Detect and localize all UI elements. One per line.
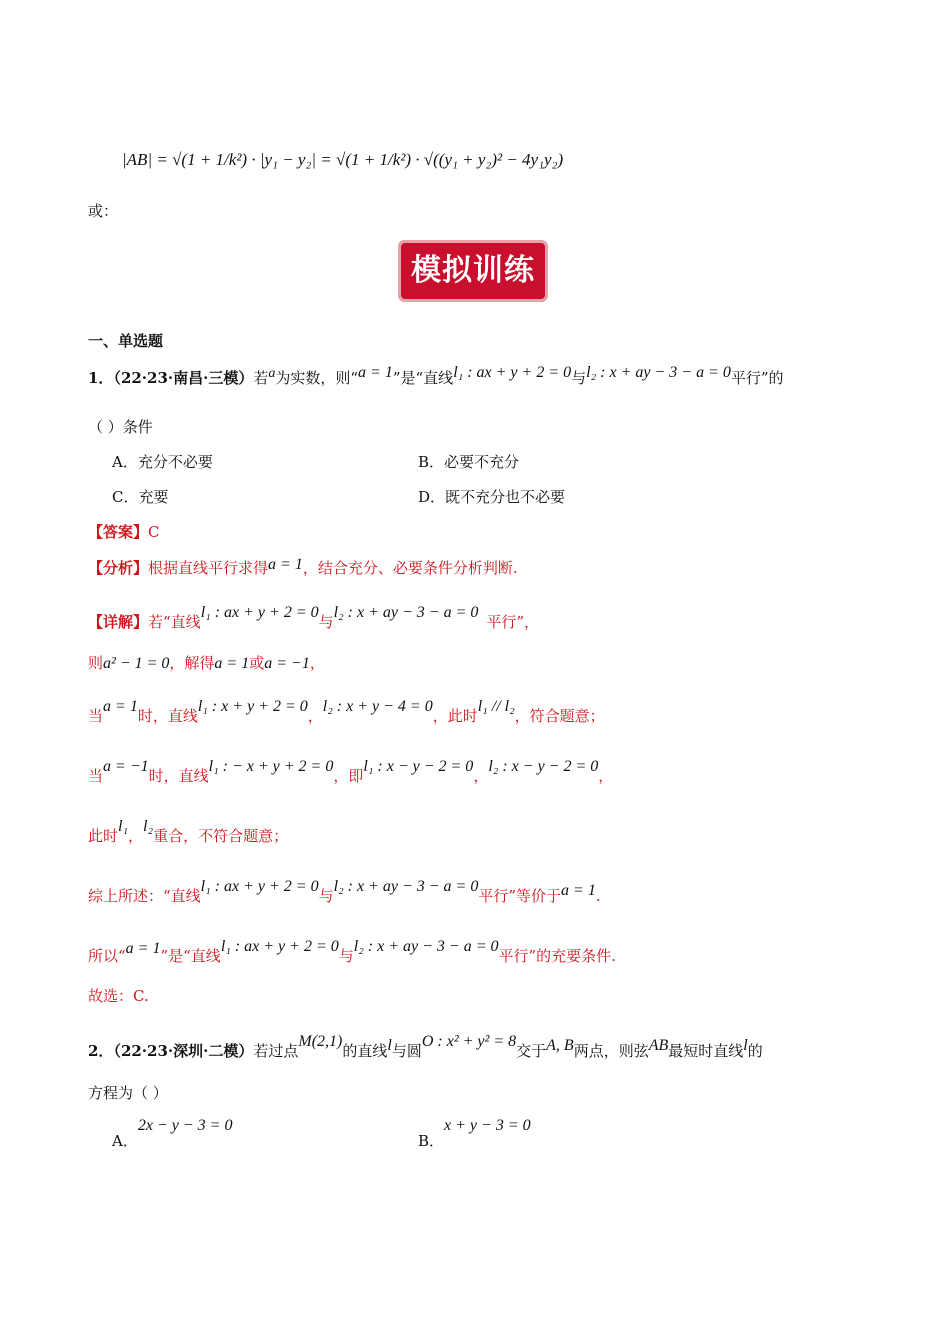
q1-stem-line1: [88, 364, 784, 388]
r6-a: 所以“: [88, 947, 126, 965]
formula-part1: = √(1 + 1/k²) · |y₁ − y₂|: [156, 150, 317, 169]
q1-stem-line2: （ ）条件: [88, 418, 153, 436]
r5-d: .: [595, 887, 601, 905]
r2-l1: l₁ : x + y + 2 = 0: [197, 698, 308, 715]
r4-l2: l₂: [143, 818, 154, 835]
analysis-label: 【分析】: [88, 559, 149, 577]
q2-text-b: 的直线: [342, 1042, 388, 1060]
detail-l1: l₁ : ax + y + 2 = 0: [200, 604, 319, 621]
q1-text-c: ”是“直线: [392, 369, 454, 387]
q1-detail-line5: [88, 818, 288, 846]
r5-c: 平行”等价于: [478, 887, 562, 905]
r2-a: 当: [88, 707, 104, 725]
q2-option-a: [112, 1114, 233, 1150]
q1-answer: [88, 521, 160, 542]
r5-l1: l₁ : ax + y + 2 = 0: [200, 878, 319, 895]
r5-a: 综上所述：“直线: [88, 887, 201, 905]
r4-a: 此时: [88, 827, 119, 845]
q1-option-b: B．必要不充分: [418, 453, 520, 471]
q2-l: l: [387, 1037, 392, 1054]
r3-l2: l₂ : x − y − 2 = 0: [488, 758, 599, 775]
r3-b: 时，直线: [148, 767, 209, 785]
analysis-c: ，结合充分、必要条件分析判断.: [302, 559, 518, 577]
q1-text-b: 为实数，则“: [275, 369, 359, 387]
q2-point: M(2,1): [298, 1033, 343, 1050]
r6-eq: a = 1: [125, 940, 161, 957]
formula-lhs: |AB|: [122, 150, 153, 169]
q2-stem-line1: [88, 1033, 763, 1061]
r6-l1: l₁ : ax + y + 2 = 0: [220, 938, 339, 955]
r5-b: 与: [318, 887, 334, 905]
r2-eq: a = 1: [103, 698, 138, 715]
r3-l1: l₁ : − x + y + 2 = 0: [208, 758, 334, 775]
r1-d: ，: [309, 654, 325, 672]
r3-eq: a = −1: [103, 758, 149, 775]
r3-a: 当: [88, 767, 104, 785]
or-label: 或：: [88, 202, 119, 220]
r2-e: ，符合题意；: [514, 707, 605, 725]
q1-option-a: A．充分不必要: [112, 453, 213, 471]
q1-detail-line7: [88, 938, 616, 966]
q2-text-f: 最短时直线: [668, 1042, 744, 1060]
q1-number: 1．: [88, 369, 114, 387]
r3-e: ，: [598, 767, 614, 785]
q2-option-b: [418, 1114, 531, 1150]
r4-c: 重合，不符合题意；: [153, 827, 289, 845]
r2-par: l₁ // l₂: [477, 698, 515, 715]
r1-s1: a = 1: [214, 655, 250, 672]
section-title: 一、单选题: [88, 332, 164, 350]
q2-text-e: 两点，则弦: [573, 1042, 649, 1060]
r2-b: 时，直线: [137, 707, 198, 725]
q2-number: 2．: [88, 1042, 114, 1060]
answer-value: C: [148, 523, 160, 541]
r5-l2: l₂ : x + ay − 3 − a = 0: [333, 878, 479, 895]
q2-text-d: 交于: [516, 1042, 547, 1060]
q2-circle: O : x² + y² = 8: [421, 1033, 517, 1050]
q1-detail-line1: [88, 604, 539, 632]
r2-l2: l₂ : x + y − 4 = 0: [322, 698, 433, 715]
q2-text-a: 若过点: [253, 1042, 299, 1060]
detail-c: 平行”，: [486, 613, 540, 631]
detail-b: 与: [318, 613, 334, 631]
q2-ab: A, B: [546, 1037, 574, 1054]
q2-text-c: 与圆: [391, 1042, 422, 1060]
q1-var-a: a: [268, 366, 276, 381]
q1-choose: 故选：C.: [88, 987, 149, 1005]
analysis-b: a = 1: [268, 556, 303, 573]
q1-detail-line2: [88, 652, 325, 673]
r1-s2: a = −1: [264, 655, 310, 672]
detail-l2: l₂ : x + ay − 3 − a = 0: [333, 604, 479, 621]
q1-option-c: C．充要: [112, 488, 169, 506]
q1-cond: a = 1: [358, 364, 393, 381]
r6-l2: l₂ : x + ay − 3 − a = 0: [353, 938, 499, 955]
q2-option-a-eq: 2x − y − 3 = 0: [137, 1117, 233, 1134]
r2-c: ，: [307, 707, 323, 725]
q2-source: （22·23·深圳·二模）: [113, 1042, 254, 1060]
q2-option-b-eq: x + y − 3 = 0: [444, 1117, 531, 1134]
r2-d: ，此时: [432, 707, 478, 725]
r1-a: 则: [88, 654, 104, 672]
q1-option-d: D．既不充分也不必要: [418, 488, 566, 506]
detail-a: 若“直线: [148, 613, 201, 631]
r1-c: 或: [249, 654, 265, 672]
q1-detail-line6: [88, 878, 601, 906]
r4-l1: l₁: [118, 818, 129, 835]
q2-text-g: 的: [747, 1042, 763, 1060]
r6-c: 与: [338, 947, 354, 965]
r6-d: 平行”的充要条件.: [498, 947, 616, 965]
practice-banner: [398, 240, 548, 302]
q1-source: （22·23·南昌·三模）: [113, 369, 254, 387]
q2-stem-line2: 方程为（ ）: [88, 1084, 168, 1102]
r3-c: ，即: [333, 767, 364, 785]
analysis-a: 根据直线平行求得: [148, 559, 269, 577]
answer-label: 【答案】: [88, 523, 149, 541]
q1-line1: l₁ : ax + y + 2 = 0: [453, 364, 572, 381]
r5-eq: a = 1: [561, 882, 596, 899]
r3-d: ，: [473, 767, 489, 785]
q1-analysis: [88, 556, 518, 578]
q2-option-b-label: B．: [418, 1132, 445, 1150]
q1-text-a: 若: [253, 369, 269, 387]
r3-l1b: l₁ : x − y − 2 = 0: [363, 758, 474, 775]
q1-detail-line4: [88, 758, 613, 786]
r1-eq: a² − 1 = 0: [103, 655, 170, 672]
q1-detail-line3: [88, 698, 605, 726]
banner-text: 模拟训练: [411, 253, 535, 288]
q1-line2: l₂ : x + ay − 3 − a = 0: [586, 364, 731, 381]
q2-option-a-label: A．: [112, 1132, 138, 1150]
r1-b: ，解得: [169, 654, 215, 672]
q2-l2: l: [743, 1037, 748, 1054]
q1-text-e: 平行”的: [730, 369, 784, 387]
formula-part2: = √(1 + 1/k²) · √((y₁ + y₂)² − 4y₁y₂): [320, 150, 564, 169]
detail-label: 【详解】: [88, 613, 149, 631]
r6-b: ”是“直线: [160, 947, 221, 965]
q1-text-d: 与: [571, 369, 587, 387]
chord-length-formula: [122, 150, 563, 170]
q2-chord: AB: [648, 1037, 669, 1054]
r4-b: ，: [128, 827, 144, 845]
